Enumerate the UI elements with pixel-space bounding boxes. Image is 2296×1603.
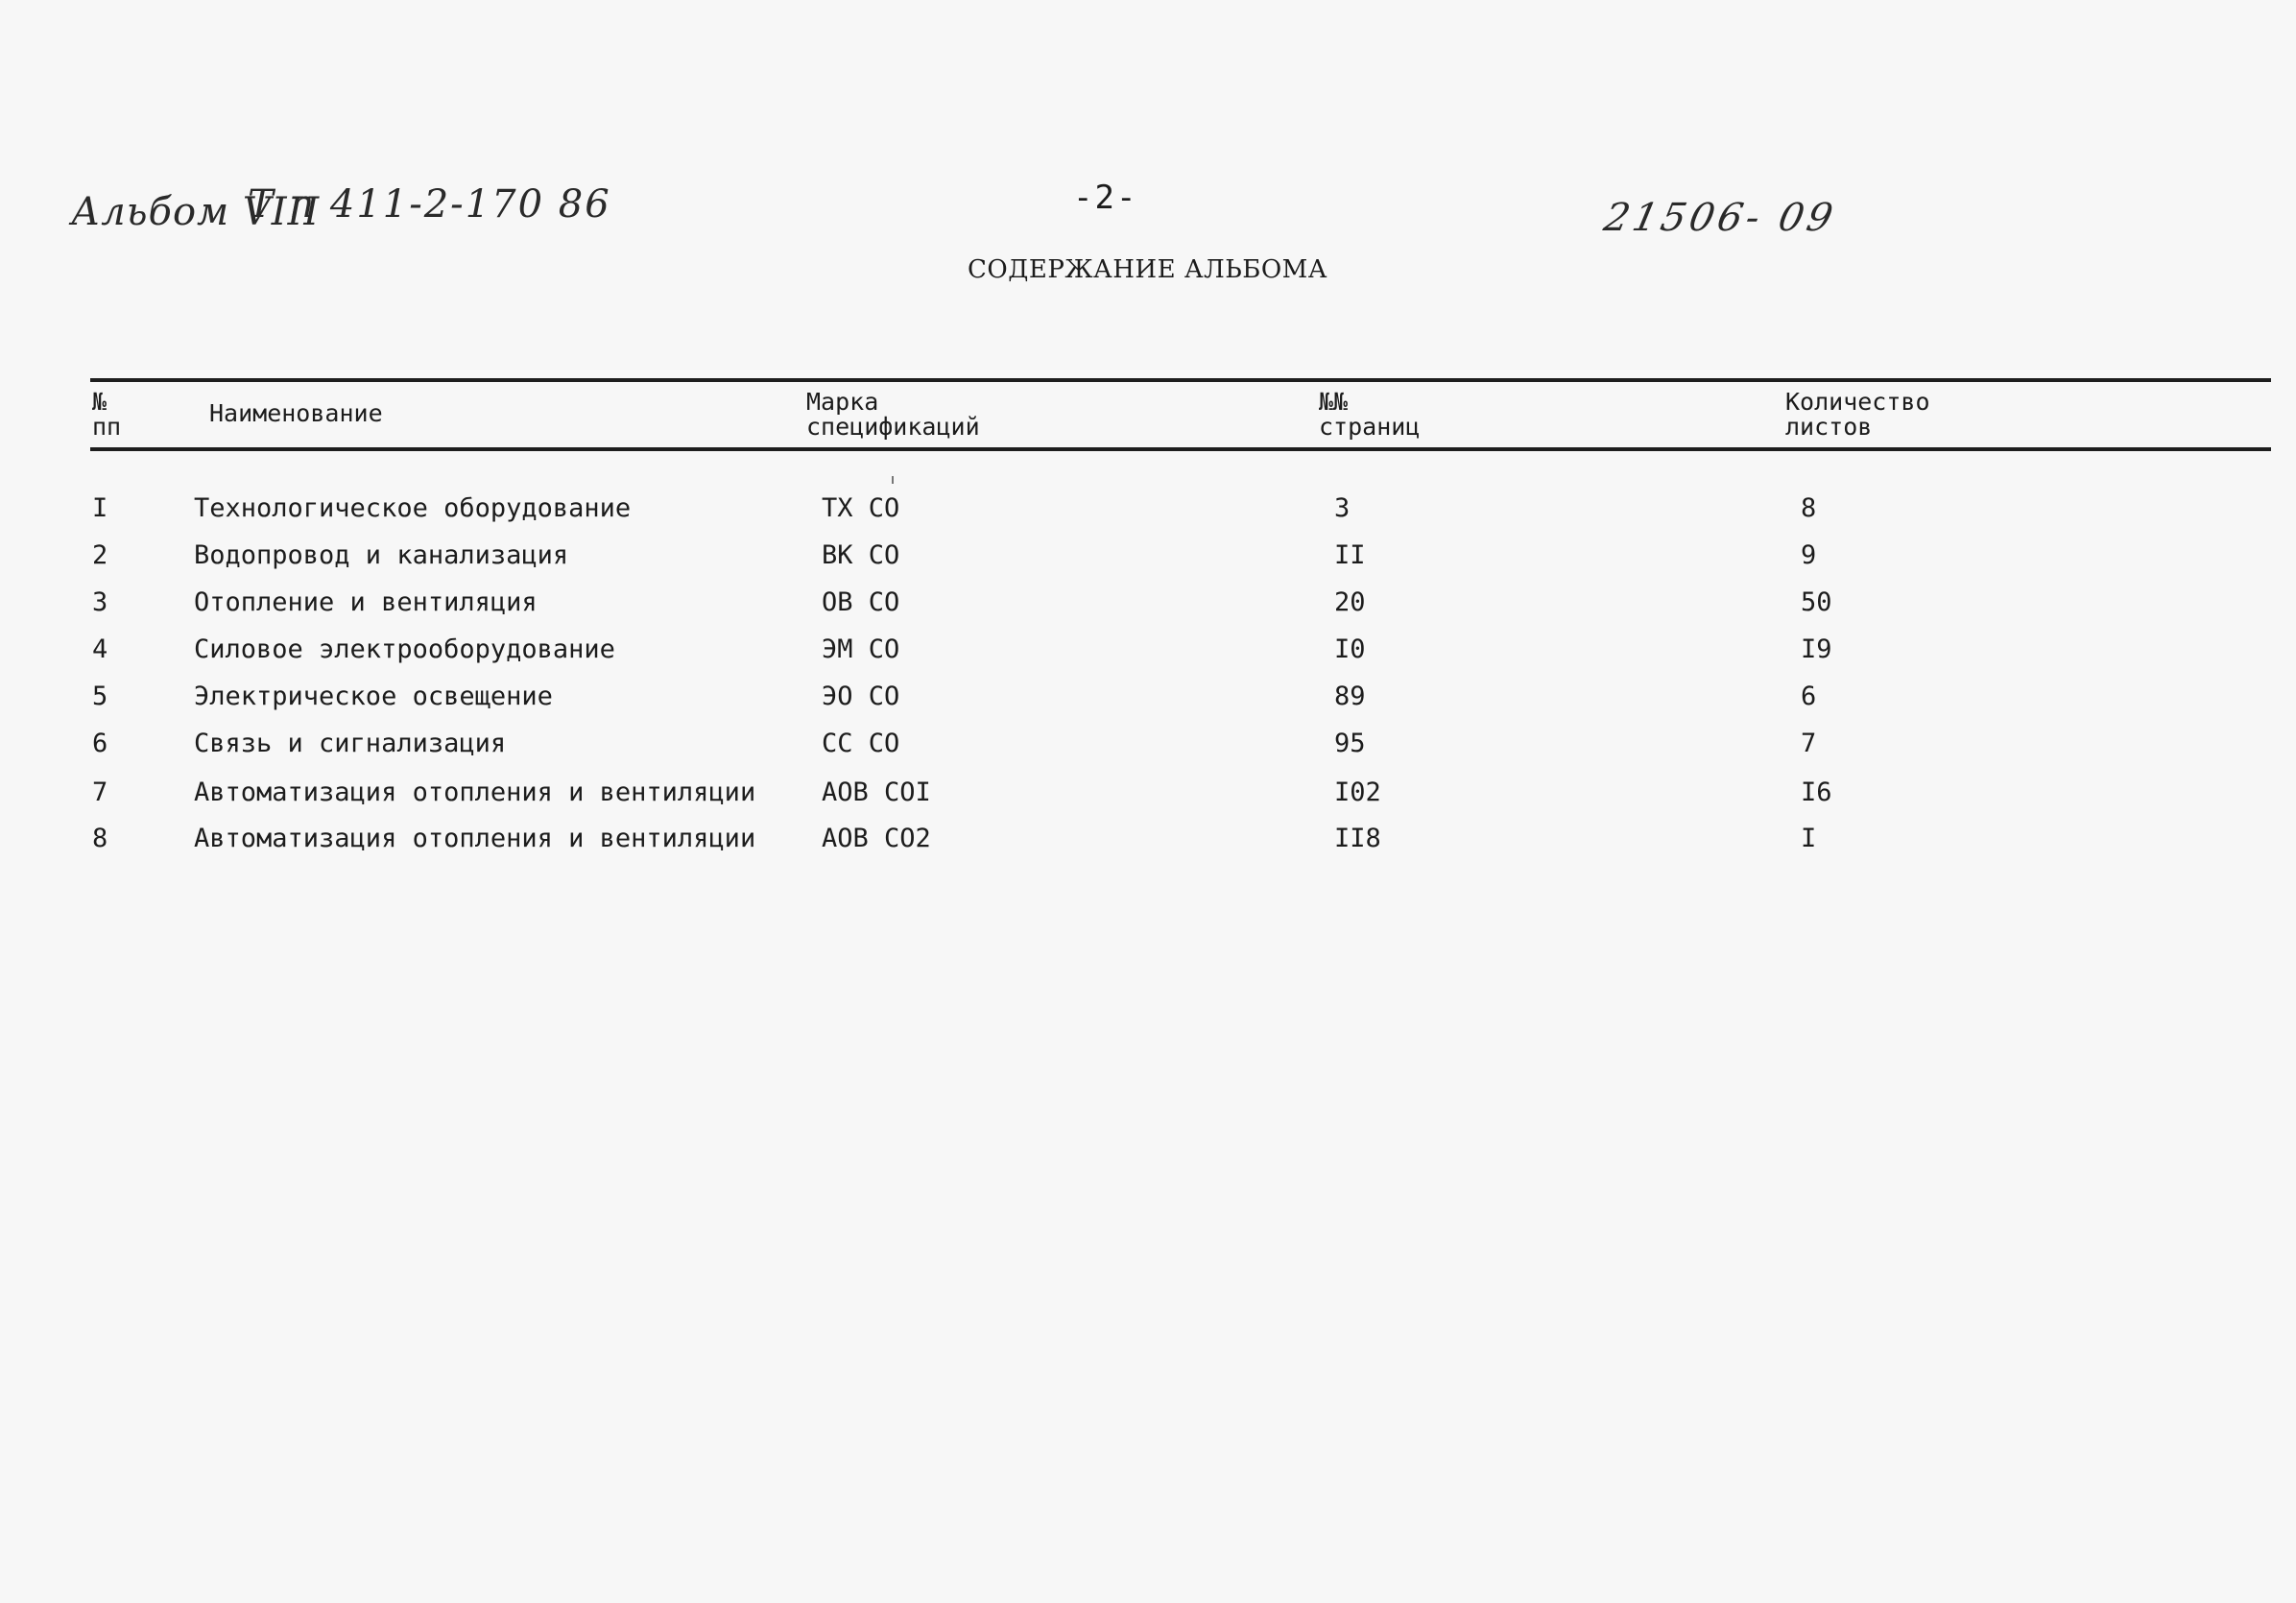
row-name: Связь и сигнализация bbox=[194, 729, 507, 758]
row-number: I bbox=[92, 493, 108, 523]
row-number: 2 bbox=[92, 540, 108, 570]
row-number: 8 bbox=[92, 824, 108, 853]
row-name: Отопление и вентиляция bbox=[194, 587, 538, 617]
column-header-name-label: Наименование bbox=[209, 399, 383, 427]
row-page: 89 bbox=[1334, 682, 1366, 711]
page-number: -2- bbox=[1073, 179, 1138, 217]
row-name: Технологическое оборудование bbox=[194, 493, 632, 523]
row-number: 3 bbox=[92, 587, 108, 617]
row-sheets: 7 bbox=[1801, 729, 1817, 758]
table-row bbox=[0, 540, 2296, 579]
row-sheets: I9 bbox=[1801, 634, 1832, 664]
project-code: Т п 411-2-170 86 bbox=[248, 182, 611, 227]
row-sheets: 6 bbox=[1801, 682, 1817, 711]
table-row bbox=[0, 587, 2296, 626]
row-mark: АОВ СОI bbox=[822, 778, 931, 807]
row-sheets: 8 bbox=[1801, 493, 1817, 523]
column-header-mark-line2: спецификаций bbox=[806, 413, 980, 441]
row-name: Автоматизация отопления и вентиляции bbox=[194, 824, 756, 853]
column-header-mark bbox=[806, 390, 980, 440]
table-row bbox=[0, 493, 2296, 532]
column-header-sheets-line2: листов bbox=[1785, 413, 1873, 441]
table-row bbox=[0, 682, 2296, 720]
column-header-number-line2: пп bbox=[92, 413, 122, 441]
column-header-mark-line1: Марка bbox=[806, 388, 879, 416]
row-mark: ОВ СО bbox=[822, 587, 900, 617]
album-label: Альбом VIII bbox=[71, 190, 321, 234]
row-page: 3 bbox=[1334, 493, 1351, 523]
column-header-number-line1: № bbox=[92, 388, 108, 416]
row-sheets: 9 bbox=[1801, 540, 1817, 570]
row-number: 7 bbox=[92, 778, 108, 807]
column-header-sheets-line1: Количество bbox=[1785, 388, 1930, 416]
column-header-pages-line1: №№ bbox=[1319, 388, 1349, 416]
table-header-rule bbox=[90, 447, 2271, 451]
row-mark: ВК СО bbox=[822, 540, 900, 570]
row-sheets: I bbox=[1801, 824, 1817, 853]
row-page: 95 bbox=[1334, 729, 1366, 758]
column-header-sheets bbox=[1785, 390, 1930, 440]
row-mark: СС СО bbox=[822, 729, 900, 758]
row-number: 4 bbox=[92, 634, 108, 664]
row-page: II bbox=[1334, 540, 1366, 570]
table-row bbox=[0, 778, 2296, 816]
table-row bbox=[0, 824, 2296, 862]
row-number: 5 bbox=[92, 682, 108, 711]
row-page: 20 bbox=[1334, 587, 1366, 617]
table-row bbox=[0, 729, 2296, 767]
row-mark: ЭО СО bbox=[822, 682, 900, 711]
row-page: I0 bbox=[1334, 634, 1366, 664]
column-header-pages bbox=[1319, 390, 1420, 440]
row-mark: ЭМ СО bbox=[822, 634, 900, 664]
row-sheets: 50 bbox=[1801, 587, 1832, 617]
row-name: Автоматизация отопления и вентиляции bbox=[194, 778, 756, 807]
table-row bbox=[0, 634, 2296, 673]
page-title: СОДЕРЖАНИЕ АЛЬБОМА bbox=[968, 255, 1327, 284]
row-page: I02 bbox=[1334, 778, 1381, 807]
column-header-pages-line2: страниц bbox=[1319, 413, 1421, 441]
scan-mark bbox=[892, 476, 894, 484]
row-name: Водопровод и канализация bbox=[194, 540, 569, 570]
row-name: Электрическое освещение bbox=[194, 682, 553, 711]
document-number: 21506- 09 bbox=[1600, 196, 1841, 240]
row-mark: АОВ СО2 bbox=[822, 824, 931, 853]
row-number: 6 bbox=[92, 729, 108, 758]
column-header-name bbox=[209, 401, 383, 426]
row-mark: ТХ СО bbox=[822, 493, 900, 523]
column-header-number bbox=[92, 390, 121, 440]
row-name: Силовое электрооборудование bbox=[194, 634, 615, 664]
row-sheets: I6 bbox=[1801, 778, 1832, 807]
table-top-rule bbox=[90, 378, 2271, 382]
row-page: II8 bbox=[1334, 824, 1381, 853]
